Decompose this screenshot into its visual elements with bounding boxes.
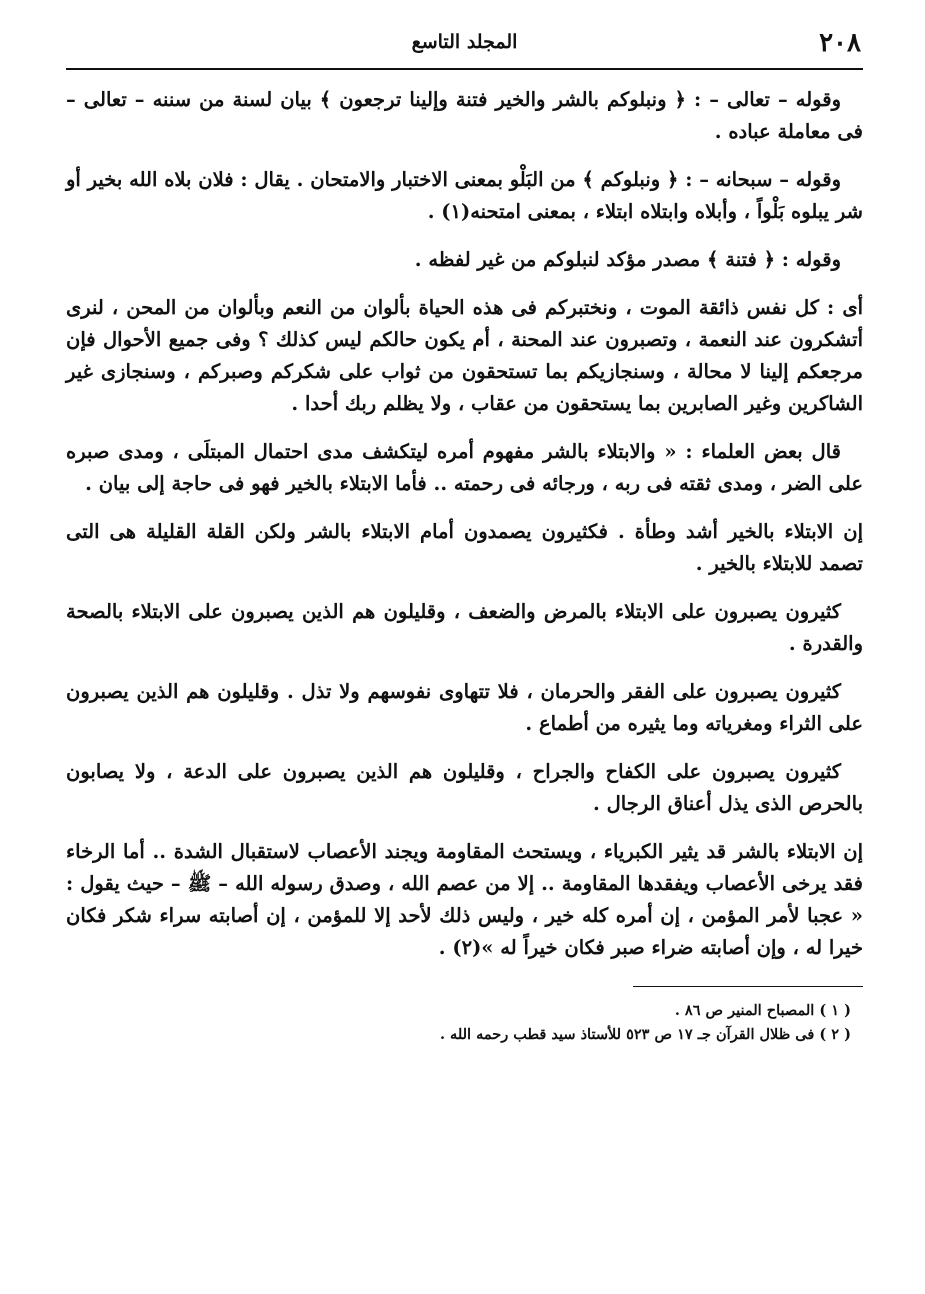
paragraph: كثيرون يصبرون على الفقر والحرمان ، فلا تتهاوى نفوسهم ولا تذل . وقليلون هم الذين يصبرون على الثراء ومغرياته وما يثيره من أطماع .: [66, 680, 863, 735]
page-header: [66, 24, 863, 68]
paragraph: كثيرون يصبرون على الكفاح والجراح ، وقليلون هم الذين يصبرون على الدعة ، ولا يصابون بالحرص الذى يذل أعناق الرجال .: [66, 760, 863, 815]
header-rule: [66, 68, 863, 70]
footnote: ( ١ ) المصباح المنير ص ٨٦ .: [674, 1002, 851, 1019]
paragraph: أى : كل نفس ذائقة الموت ، ونختبركم فى هذه الحياة بألوان من النعم وبألوان من المحن ، لنرى أتشكرون عند النعمة ، وتصبرون عند المحنة ، أم يكون حالكم ليس كذلك ؟ وفى جميع الأحوال فإن مرجعكم إلينا لا محالة ، وسنجازيكم بما تستحقون من ثواب على شكركم وصبركم ، وسنجازى غير الشاكرين وغير الصابرين بما يستحقون من عقاب ، ولا يظلم ربك أحدا .: [66, 296, 863, 415]
document-page: [66, 24, 863, 1047]
footnote-rule: [633, 986, 863, 987]
paragraph: وقوله – سبحانه – : ﴿ ونبلوكم ﴾ من البَلْو بمعنى الاختبار والامتحان . يقال : فلان بلاه الله بخير أو شر يبلوه بَلْواً ، وأبلاه وابتلاه ابتلاء ، بمعنى امتحنه(١) .: [66, 168, 863, 223]
paragraph: وقوله – تعالى – : ﴿ ونبلوكم بالشر والخير فتنة وإلينا ترجعون ﴾ بيان لسنة من سننه – تعالى – فى معاملة عباده .: [66, 88, 863, 143]
body-text: [66, 84, 863, 964]
paragraph: قال بعض العلماء : « والابتلاء بالشر مفهوم أمره ليتكشف مدى احتمال المبتلَى ، ومدى صبره على الضر ، ومدى ثقته فى ربه ، ورجائه فى رحمته .. فأما الابتلاء بالخير فهو فى حاجة إلى بيان .: [66, 440, 863, 495]
paragraph: إن الابتلاء بالخير أشد وطأة . فكثيرون يصمدون أمام الابتلاء بالشر ولكن القلة القليلة هى التى تصمد للابتلاء بالخير .: [66, 520, 863, 575]
paragraph: وقوله : ﴿ فتنة ﴾ مصدر مؤكد لنبلوكم من غير لفظه .: [414, 248, 841, 271]
running-head: المجلد التاسع: [411, 31, 518, 53]
paragraph: إن الابتلاء بالشر قد يثير الكبرياء ، ويستحث المقاومة ويجند الأعصاب لاستقبال الشدة .. أما الرخاء فقد يرخى الأعصاب ويفقدها المقاومة .. إلا من عصم الله ، وصدق رسوله الله – ﷺ – حيث يقول : « عجبا لأمر المؤمن ، إن أمره كله خير ، وليس ذلك لأحد إلا للمؤمن ، إن أصابته سراء شكر فكان خيرا له ، وإن أصابته ضراء صبر فكان خيراً له »(٢) .: [66, 840, 863, 959]
page-number: ٢٠٨: [819, 28, 861, 58]
paragraph: كثيرون يصبرون على الابتلاء بالمرض والضعف ، وقليلون هم الذين يصبرون على الابتلاء بالصحة والقدرة .: [66, 600, 863, 655]
footnote: ( ٢ ) فى ظلال القرآن جـ ١٧ ص ٥٢٣ للأستاذ سيد قطب رحمه الله .: [439, 1026, 851, 1043]
footnotes: [66, 999, 863, 1047]
